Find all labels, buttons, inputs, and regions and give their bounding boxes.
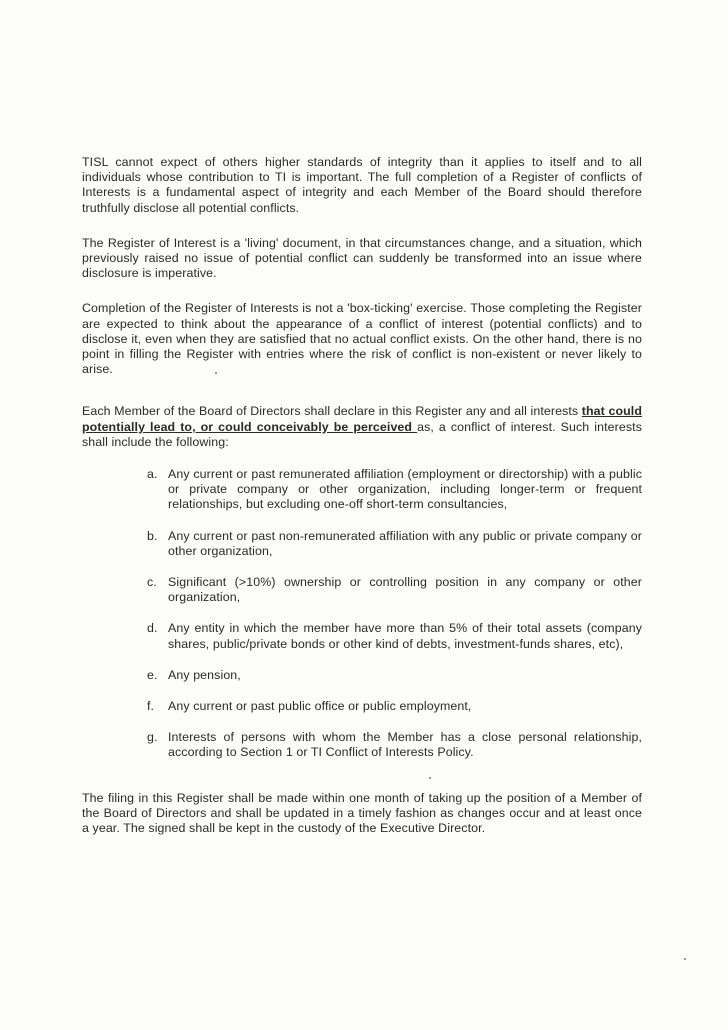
list-marker: d. [147,621,158,636]
list-item [82,668,642,683]
list-item [82,529,642,559]
list-item [82,730,642,760]
paragraph-box-ticking: Completion of the Register of Interests is not a 'box-ticking' exercise. Those completing the Register are expected to think about the appearance of a conflict of interest (potential conflicts) and to disclose it, even when they are satisfied that no actual conflict exists. On the other hand, there is no point in filling the Register with entries where the risk of conflict is non-existent or never likely to arise. [82,301,642,377]
list-marker: e. [147,667,158,682]
list-item [82,621,642,651]
list-item-text: Any current or past non-remunerated affiliation with any public or private company or other organization, [168,528,642,558]
document-body [82,155,642,836]
list-item-text: Any pension, [168,667,241,682]
declaration-lead-text: Each Member of the Board of Directors shall declare in this Register any and all interests [82,404,582,419]
scan-speck [215,372,217,374]
list-marker: a. [147,467,158,482]
paragraph-declaration [82,404,642,450]
list-marker: b. [147,528,158,543]
list-item [82,575,642,605]
list-item-text: Any current or past public office or public employment, [168,699,472,714]
list-marker: c. [147,575,157,590]
list-item [82,699,642,714]
paragraph-filing: The filing in this Register shall be made within one month of taking up the position of a Member of the Board of Directors and shall be updated in a timely fashion as changes occur and at least once a year. The signed shall be kept in the custody of the Executive Director. [82,790,642,836]
scan-speck [684,958,686,960]
interests-list [82,467,642,761]
list-item-text: Any entity in which the member have more than 5% of their total assets (company shares, public/private bonds or other kind of debts, investment-funds shares, etc), [168,621,642,651]
list-item-text: Any current or past remunerated affiliation (employment or directorship) with a public or private company or other organization, including longer-term or frequent relationships, but excluding one-off short-term consultancies, [168,467,642,512]
paragraph-living-document: The Register of Interest is a 'living' document, in that circumstances change, and a situation, which previously raised no issue of potential conflict can suddenly be transformed into an issue where disclosure is imperative. [82,235,642,281]
list-marker: f. [147,699,155,714]
list-item-text: Interests of persons with whom the Member has a close personal relationship, according to Section 1 or TI Conflict of Interests Policy. [168,730,642,760]
list-marker: g. [147,730,158,745]
list-item-text: Significant (>10%) ownership or controlling position in any company or other organization, [168,575,642,605]
declaration-tail-text: as, a conflict of interest. Such interests shall include the following: [82,419,642,449]
list-item [82,467,642,513]
paragraph-integrity: TISL cannot expect of others higher standards of integrity than it applies to itself and to all individuals whose contribution to TI is important. The full completion of a Register of conflicts of Interests is a fundamental aspect of integrity and each Member of the Board should therefore truthfully disclose all potential conflicts. [82,155,642,215]
declaration-emphasis: that could potentially lead to, or could conceivably be perceived [82,404,642,434]
scan-speck [429,777,431,779]
